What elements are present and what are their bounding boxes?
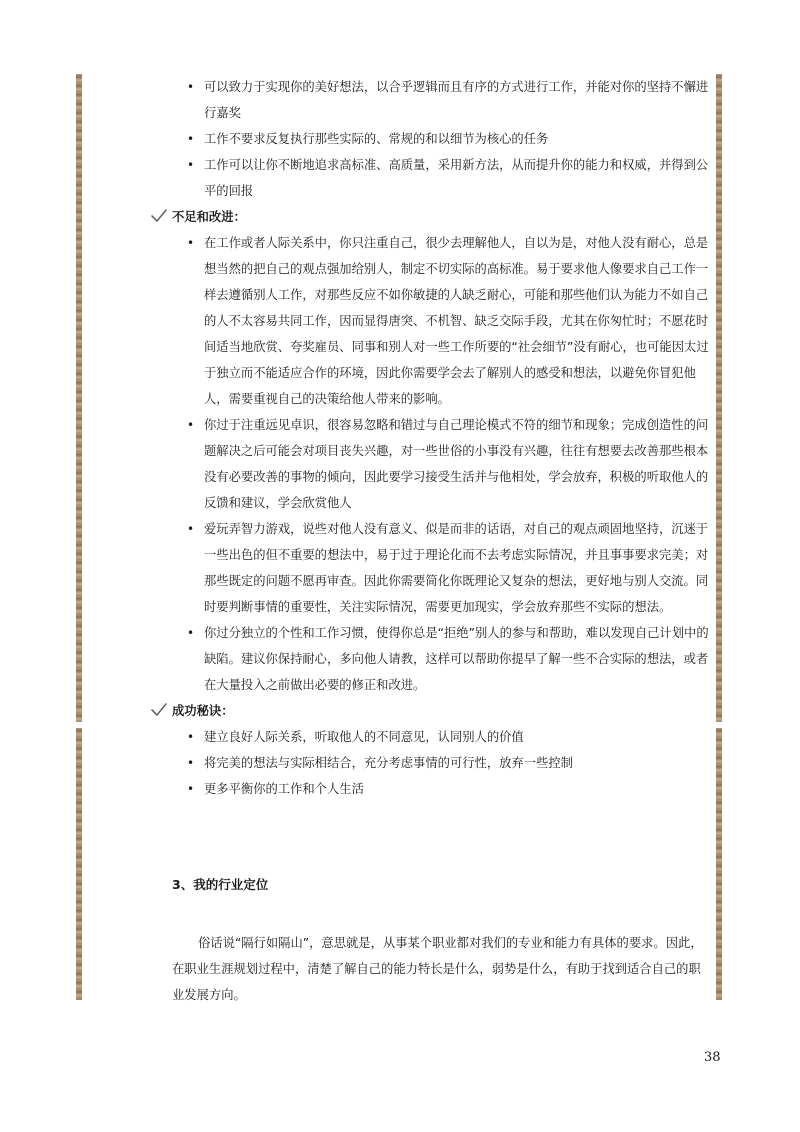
list-item: • 爱玩弄智力游戏，说些对他人没有意义、似是而非的话语，对自己的观点顽固地坚持，沉迷于一些出色的但不重要的想法中，易于过于理论化而不去考虑实际情况，并且事事要求完美；对那些既定的问题不愿再审查。因此你需要简化你既理论又复杂的想法，更好地与别人交流。同时要判断事情的重要性，关注实际情况，需要更加现实，学会放弃那些不实际的想法。 xyxy=(158,516,710,620)
list-item: • 在工作或者人际关系中，你只注重自己，很少去理解他人，自以为是，对他人没有耐心，总是想当然的把自己的观点强加给别人，制定不切实际的高标准。易于要求他人像要求自己工作一样去遵循别人工作，对那些反应不如你敏捷的人缺乏耐心，可能和那些他们认为能力不如自己的人不太容易共同工作，因而显得唐突、不机智、缺乏交际手段，尤其在你匆忙时；不愿花时间适当地欣赏、夸奖雇员、同事和别人对一些工作所要的“社会细节”没有耐心，也可能因太过于独立而不能适应合作的环境，因此你需要学会去了解别人的感受和想法，以避免你冒犯他人，需要重视自己的决策给他人带来的影响。 xyxy=(158,230,710,412)
success-list xyxy=(150,724,710,802)
list-item: • 工作可以让你不断地追求高标准、高质量，采用新方法，从而提升你的能力和权威，并得到公平的回报 xyxy=(158,152,710,204)
section-heading-success: 成功秘诀： xyxy=(124,698,710,724)
bullet-icon: • xyxy=(187,132,195,146)
list-item: • 工作不要求反复执行那些实际的、常规的和以细节为核心的任务 xyxy=(158,126,710,152)
bullet-icon: • xyxy=(187,418,195,432)
list-item: • 建立良好人际关系，听取他人的不同意见，认同别人的价值 xyxy=(158,724,710,750)
page-content xyxy=(150,74,710,802)
bullet-icon: • xyxy=(187,730,195,744)
left-border-top xyxy=(76,74,82,722)
list-item: • 将完美的想法与实际相结合，充分考虑事情的可行性，放弃一些控制 xyxy=(158,750,710,776)
list-item: • 更多平衡你的工作和个人生活 xyxy=(158,776,710,802)
body-paragraph: 俗话说“隔行如隔山”，意思就是，从事某个职业都对我们的专业和能力有具体的要求。因此，在职业生涯规划过程中，清楚了解自己的能力特长是什么，弱势是什么，有助于找到适合自己的职业发展方向。 xyxy=(172,936,703,1002)
bullet-icon: • xyxy=(187,756,195,770)
checkmark-icon xyxy=(150,701,168,719)
bullet-icon: • xyxy=(187,236,195,250)
list-item: • 你过于注重远见卓识，很容易忽略和错过与自己理论模式不符的细节和现象；完成创造性的问题解决之后可能会对项目丧失兴趣，对一些世俗的小事没有兴趣，往往有想要去改善那些根本没有必要改善的事物的倾向，因此要学习接受生活并与他相处，学会放弃，积极的听取他人的反馈和建议，学会欣赏他人 xyxy=(158,412,710,516)
bullet-icon: • xyxy=(187,626,195,640)
right-border-bottom xyxy=(716,728,722,1000)
bullet-icon: • xyxy=(187,782,195,796)
bullet-icon: • xyxy=(187,522,195,536)
section-heading-improve: 不足和改进： xyxy=(124,204,710,230)
page-number: 38 xyxy=(704,1050,721,1065)
section-title-industry: 3、我的行业定位 xyxy=(172,877,269,892)
checkmark-icon xyxy=(150,207,168,225)
list-item: • 可以致力于实现你的美好想法，以合乎逻辑而且有序的方式进行工作，并能对你的坚持不懈进行嘉奖 xyxy=(158,74,710,126)
list-item: • 你过分独立的个性和工作习惯，使得你总是“拒绝”别人的参与和帮助，难以发现自己计划中的缺陷。建议你保持耐心，多向他人请教，这样可以帮助你提早了解一些不合实际的想法，或者在大量投入之前做出必要的修正和改进。 xyxy=(158,620,710,698)
top-list xyxy=(150,74,710,204)
bullet-icon: • xyxy=(187,80,195,94)
left-border-bottom xyxy=(76,728,82,1000)
improve-list xyxy=(150,230,710,698)
bullet-icon: • xyxy=(187,158,195,172)
right-border-top xyxy=(716,74,722,722)
